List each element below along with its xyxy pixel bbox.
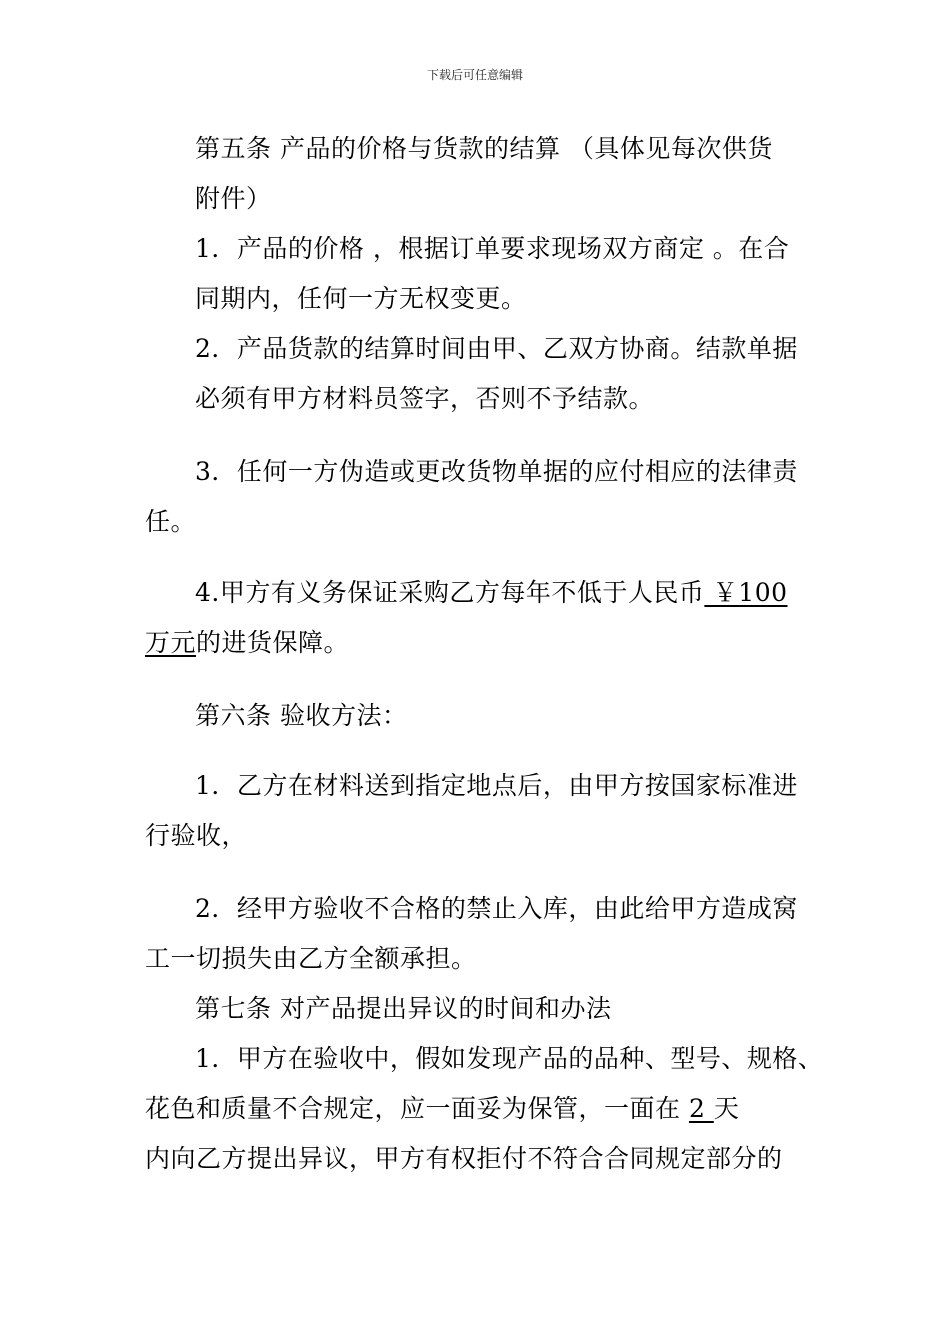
article-7-title: 第七条 对产品提出异议的时间和办法 <box>195 994 612 1023</box>
clause-6-1-cont: 行验收， <box>145 821 248 850</box>
clause-5-4-end: 的进货保障。 <box>196 628 350 657</box>
clause-6-1: 1．乙方在材料送到指定地点后，由甲方按国家标准进 <box>195 771 798 800</box>
clause-7-1-cont2: 内向乙方提出异议，甲方有权拒付不符合合同规定部分的 <box>145 1144 783 1173</box>
clause-5-2: 2．产品货款的结算时间由甲、乙双方协商。结款单据 <box>195 334 798 363</box>
clause-5-2-cont: 必须有甲方材料员签字，否则不予结款。 <box>195 384 655 413</box>
article-5-title-cont: 附件） <box>195 184 272 213</box>
clause-5-3: 3．任何一方伪造或更改货物单据的应付相应的法律责 <box>195 457 798 486</box>
clause-5-4 <box>195 578 788 608</box>
days-blank: 2 <box>688 1094 714 1123</box>
clause-7-1: 1．甲方在验收中，假如发现产品的品种、型号、规格、 <box>195 1044 824 1073</box>
clause-6-2-cont: 工一切损失由乙方全额承担。 <box>145 944 477 973</box>
clause-5-1-cont: 同期内，任何一方无权变更。 <box>195 284 527 313</box>
article-5-title: 第五条 产品的价格与货款的结算 （具体见每次供货 <box>195 134 773 163</box>
article-6-title: 第六条 验收方法： <box>195 701 408 730</box>
clause-5-4-cont <box>145 628 349 658</box>
clause-7-1-cont <box>145 1094 739 1124</box>
page-header: 下载后可任意编辑 <box>426 68 523 82</box>
clause-5-1: 1．产品的价格 ，根据订单要求现场双方商定 。在合 <box>195 234 790 263</box>
clause-5-4-text: 4.甲方有义务保证采购乙方每年不低于人民币 <box>195 578 705 607</box>
days-unit: 天 <box>713 1094 740 1123</box>
clause-6-2: 2．经甲方验收不合格的禁止入库，由此给甲方造成窝 <box>195 894 798 923</box>
clause-5-3-cont: 任。 <box>145 507 197 536</box>
amount-unit-blank: 万元 <box>145 628 197 657</box>
amount-blank: ￥100 <box>704 578 788 607</box>
clause-7-1-text: 花色和质量不合规定，应一面妥为保管，一面在 <box>145 1094 689 1123</box>
